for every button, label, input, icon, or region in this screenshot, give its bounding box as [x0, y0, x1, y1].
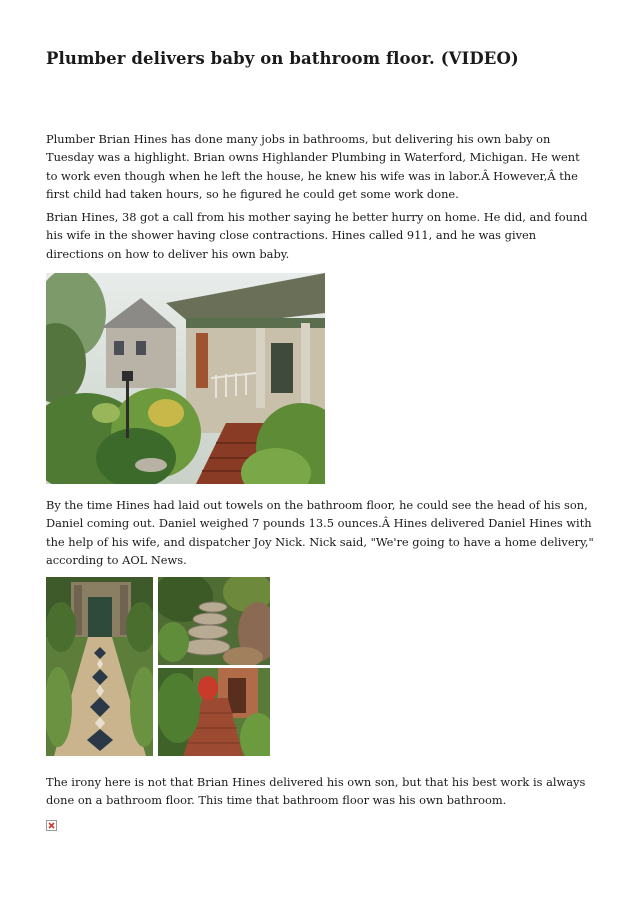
house-porch-garden-photo: [46, 273, 325, 484]
article-title: Plumber delivers baby on bathroom floor. (VIDEO): [46, 49, 519, 68]
article-paragraph-2: Brian Hines, 38 got a call from his mother saying he better hurry on home. He did, and found his wife in the shower having close contractions. Hines called 911, and he was given directions on how to deliver his own baby.: [46, 210, 588, 261]
broken-image-icon: [46, 820, 57, 831]
article-paragraph-1: Plumber Brian Hines has done many jobs in bathrooms, but delivering his own baby on Tuesday was a highlight. Brian owns Highlander Plumbing in Waterford, Michigan. He went to work even though when he left the house, he knew his wife was in labor.Â However,Â the first child had taken hours, so he figured he could get some work done.: [46, 132, 580, 201]
brick-garden-path-photo: [158, 668, 270, 756]
article-paragraph-4: The irony here is not that Brian Hines delivered his own son, but that his best work is always done on a bathroom floor. This time that bathroom floor was his own bathroom.: [46, 775, 586, 808]
mosaic-garden-walkway-photo: [46, 577, 153, 756]
stone-steps-garden-photo: [158, 577, 270, 665]
article-paragraph-3: By the time Hines had laid out towels on the bathroom floor, he could see the head of his son, Daniel coming out. Daniel weighed 7 pounds 13.5 ounces.Â Hines delivered Daniel Hines with the help of his wife, and dispatcher Joy Nick. Nick said, "We're going to have a home delivery," according to AOL News.: [46, 498, 594, 567]
